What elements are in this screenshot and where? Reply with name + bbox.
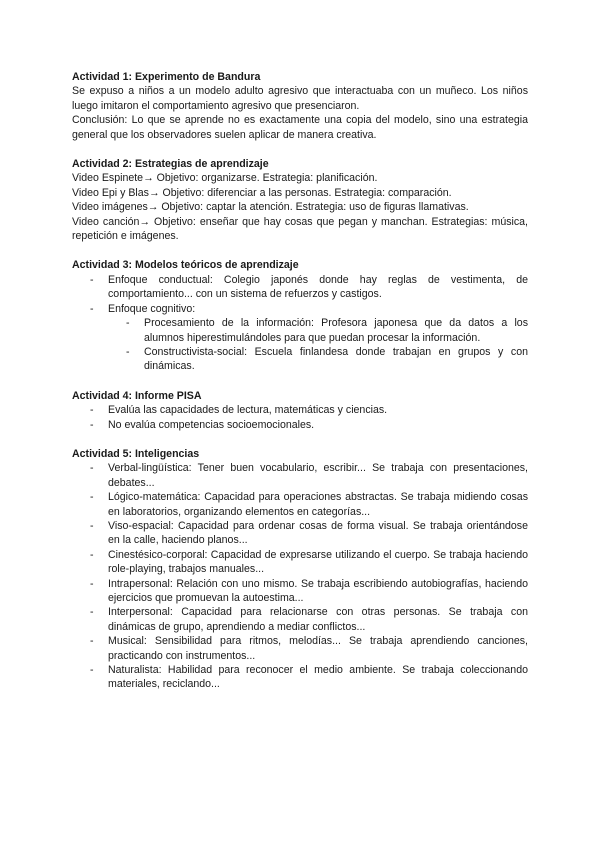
list-item bbox=[72, 634, 528, 663]
bullet-dash: - bbox=[90, 548, 94, 561]
list-item bbox=[72, 605, 528, 634]
bullet-dash: - bbox=[90, 577, 94, 590]
list-item bbox=[72, 519, 528, 548]
list-item bbox=[72, 461, 528, 490]
bullet-dash: - bbox=[90, 606, 94, 619]
bullet-dash: - bbox=[126, 345, 130, 358]
heading-actividad-1: Actividad 1: Experimento de Bandura bbox=[72, 71, 261, 83]
section-actividad-4 bbox=[72, 389, 528, 432]
list-item-text: Evalúa las capacidades de lectura, matemáticas y ciencias. bbox=[108, 404, 388, 417]
paragraph-bandura-description: Se expuso a niños a un modelo adulto agresivo que interactuaba con un muñeco. Los niños luego imitaron el comportamiento agresivo que presenciaron. bbox=[72, 85, 528, 112]
list-item-text: Cinestésico-corporal: Capacidad de expresarse utilizando el cuerpo. Se trabaja haciendo role-playing, trabajos manuales... bbox=[108, 548, 528, 576]
bullet-dash: - bbox=[90, 302, 94, 315]
pisa-list bbox=[72, 403, 528, 432]
list-item-text: Procesamiento de la información: Profesora japonesa que da datos a los alumnos hiperestimulándoles para que puedan procesar la información. bbox=[144, 317, 528, 344]
list-item bbox=[72, 548, 528, 577]
list-item bbox=[72, 490, 528, 519]
video-line: Video Espinete→ Objetivo: organizarse. Estrategia: planificación. bbox=[72, 172, 378, 185]
heading-actividad-5: Actividad 5: Inteligencias bbox=[72, 447, 200, 460]
bullet-dash: - bbox=[90, 491, 94, 504]
list-item-text: Lógico-matemática: Capacidad para operaciones abstractas. Se trabaja midiendo cosas en laboratorios, organizando elementos en categorías... bbox=[108, 491, 528, 518]
bullet-dash: - bbox=[126, 317, 130, 330]
video-line: Video imágenes→ Objetivo: captar la atención. Estrategia: uso de figuras llamativas. bbox=[72, 201, 469, 214]
section-actividad-3 bbox=[72, 258, 528, 373]
bullet-dash: - bbox=[90, 462, 94, 475]
list-item bbox=[72, 663, 528, 692]
bullet-dash: - bbox=[90, 418, 94, 431]
bullet-dash: - bbox=[90, 273, 94, 286]
list-item bbox=[72, 418, 528, 432]
paragraph-bandura-conclusion: Conclusión: Lo que se aprende no es exactamente una copia del modelo, sino una estrategia general que los observadores suelen aplicar de manera creativa. bbox=[72, 114, 528, 141]
sub-list-item bbox=[72, 316, 528, 345]
video-line: Video canción→ Objetivo: enseñar que hay cosas que pegan y manchan. Estrategias: música, repetición e imágenes. bbox=[72, 215, 528, 243]
list-item-text: Intrapersonal: Relación con uno mismo. Se trabaja escribiendo autobiografías, haciendo ejercicios que promuevan la autoestima... bbox=[108, 577, 528, 604]
bullet-dash: - bbox=[90, 519, 94, 532]
list-item-text: Enfoque cognitivo: bbox=[108, 302, 196, 315]
models-list bbox=[72, 273, 528, 374]
list-item bbox=[72, 577, 528, 606]
list-item-text: Naturalista: Habilidad para reconocer el medio ambiente. Se trabaja coleccionando materiales, reciclando... bbox=[108, 664, 528, 691]
section-actividad-5 bbox=[72, 447, 528, 692]
heading-actividad-3: Actividad 3: Modelos teóricos de aprendizaje bbox=[72, 259, 299, 272]
list-item-text: Musical: Sensibilidad para ritmos, melodías... Se trabaja aprendiendo canciones, practicando con instrumentos... bbox=[108, 635, 528, 662]
list-item-text: Enfoque conductual: Colegio japonés donde hay reglas de vestimenta, de comportamiento... con un sistema de refuerzos y castigos. bbox=[108, 273, 528, 301]
video-line: Video Epi y Blas→ Objetivo: diferenciar a las personas. Estrategia: comparación. bbox=[72, 186, 452, 199]
list-item-text: Constructivista-social: Escuela finlandesa donde trabajan en grupos y con dinámicas. bbox=[144, 345, 528, 373]
intelligences-list bbox=[72, 461, 528, 692]
list-item bbox=[72, 273, 528, 302]
list-item-text: Verbal-lingüística: Tener buen vocabulario, escribir... Se trabaja con presentaciones, debates... bbox=[108, 462, 528, 489]
bullet-dash: - bbox=[90, 404, 94, 417]
section-actividad-1 bbox=[72, 70, 528, 142]
list-item-text: No evalúa competencias socioemocionales. bbox=[108, 418, 315, 431]
heading-actividad-4: Actividad 4: Informe PISA bbox=[72, 389, 202, 402]
section-actividad-2 bbox=[72, 157, 528, 243]
heading-actividad-2: Actividad 2: Estrategias de aprendizaje bbox=[72, 158, 269, 171]
list-item-text: Interpersonal: Capacidad para relacionarse con otras personas. Se trabaja con dinámicas de grupo, aprendiendo a mediar conflictos... bbox=[108, 606, 528, 633]
sub-list-item bbox=[72, 345, 528, 374]
list-item-text: Viso-espacial: Capacidad para ordenar cosas de forma visual. Se trabaja orientándose en la calle, haciendo planos... bbox=[108, 519, 528, 547]
list-item bbox=[72, 403, 528, 417]
list-item bbox=[72, 302, 528, 316]
bullet-dash: - bbox=[90, 635, 94, 648]
bullet-dash: - bbox=[90, 664, 94, 677]
